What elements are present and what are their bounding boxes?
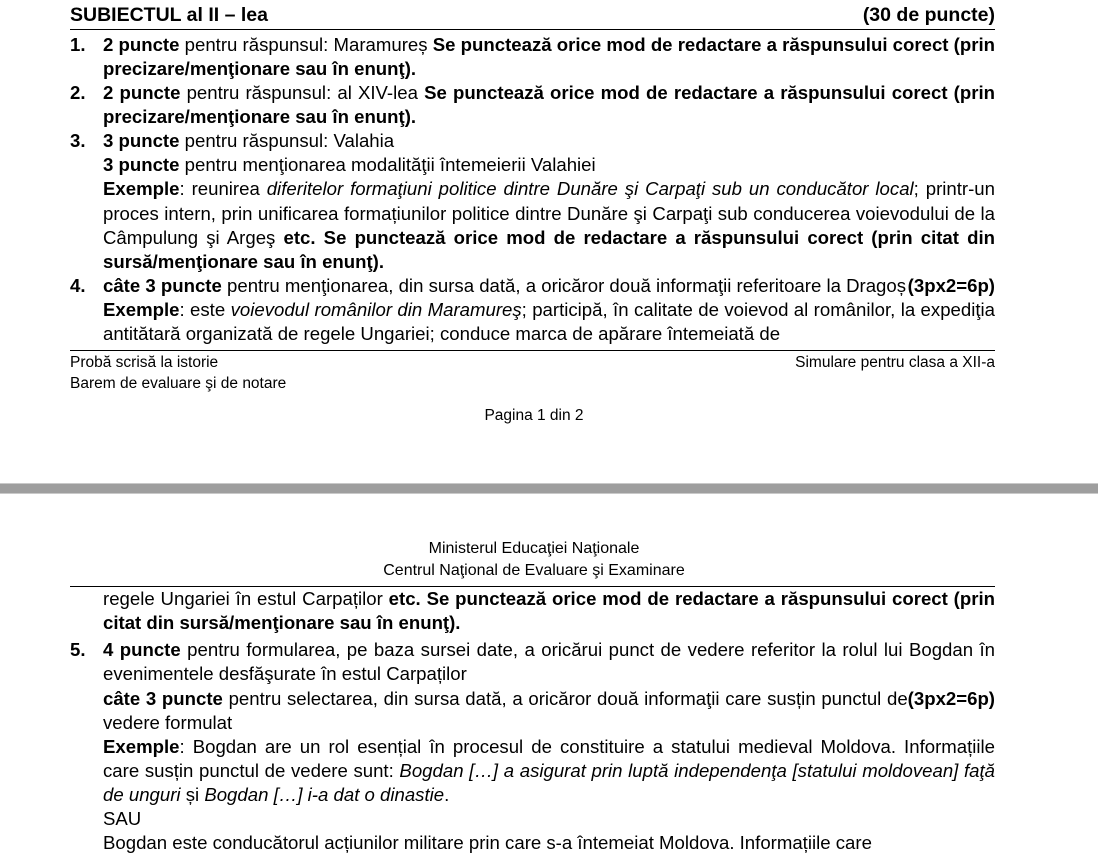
paragraph bbox=[103, 298, 995, 346]
text-run: ; printr-un proces intern, prin unificarea formațiunilor politice dintre Dunăre şi Carpaţi sub conducerea voievodului de la Câmpulung şi Argeş bbox=[103, 178, 995, 248]
paragraph bbox=[103, 129, 995, 153]
page-2 bbox=[0, 494, 1098, 855]
footer-doc-type: Barem de evaluare şi de notare bbox=[70, 374, 287, 392]
item-number: 4. bbox=[70, 274, 86, 296]
paragraph bbox=[103, 638, 995, 686]
text-run: ; participă, în calitate de voievod al românilor, la expediţia antitătară organizată de regele Ungariei; conduce marca de apărare întemeiată de bbox=[103, 298, 995, 344]
text-run: : Bogdan are un rol esențial în procesul de constituire a statului medieval Moldova. Informațiile care susțin punctul de vedere sunt: bbox=[103, 735, 995, 781]
text-run: regele Ungariei în estul Carpaților bbox=[103, 588, 389, 610]
bold-run: câte 3 puncte bbox=[103, 687, 223, 709]
paragraph bbox=[103, 807, 995, 831]
item-number: 3. bbox=[70, 130, 86, 152]
points-total: (30 de puncte) bbox=[862, 4, 995, 26]
italic-run: voievodul românilor din Maramureş bbox=[230, 298, 522, 320]
paragraph bbox=[103, 153, 995, 177]
ministry-header bbox=[0, 494, 1098, 586]
bold-run: etc. Se punctează orice mod de redactare a răspunsului corect (prin citat din sursă/menţionare sau în enunţ). bbox=[103, 588, 995, 634]
answer-key-list-page-2 bbox=[0, 635, 1098, 855]
bold-run: 2 puncte bbox=[103, 82, 181, 104]
paragraph bbox=[103, 831, 995, 855]
page-1-footer bbox=[0, 350, 1098, 425]
bold-run: Se punctează orice mod de redactare a răspunsului corect (prin precizare/menţionare sau în enunţ). bbox=[103, 82, 995, 128]
points-tagline: (3px2=6p) bbox=[907, 687, 995, 709]
text-run: pentru menţionarea, din sursa dată, a oricăror două informaţii referitoare la Dragoș bbox=[221, 274, 907, 296]
text-run: pentru formularea, pe baza sursei date, a oricărui punct de vedere referitor la rolul lui Bogdan în evenimentele desfăşurate în estul Carpaților bbox=[103, 639, 995, 685]
bold-run: 3 puncte bbox=[103, 130, 180, 152]
bold-run: etc. Se punctează orice mod de redactare a răspunsului corect (prin citat din sursă/menţionare sau în enunţ). bbox=[103, 226, 995, 272]
bold-run: Exemple bbox=[103, 735, 180, 757]
text-run: Bogdan este conducătorul acțiunilor militare prin care s-a întemeiat Moldova. Informațiile care bbox=[103, 831, 872, 853]
page-separator bbox=[0, 483, 1098, 494]
center-name: Centrul Naţional de Evaluare şi Examinare bbox=[383, 561, 685, 579]
item-number: 1. bbox=[70, 34, 86, 55]
answer-item bbox=[0, 274, 1098, 346]
italic-run: Bogdan […] a asigurat prin luptă independenţa [statului moldovean] faţă de unguri bbox=[103, 759, 995, 805]
answer-key-list-page-1 bbox=[0, 30, 1098, 346]
item-number: 2. bbox=[70, 82, 86, 104]
text-run: și bbox=[180, 783, 205, 805]
paragraph bbox=[103, 274, 995, 298]
paragraph bbox=[103, 735, 995, 807]
bold-run: Se punctează orice mod de redactare a răspunsului corect (prin precizare/menţionare sau în enunţ). bbox=[103, 34, 995, 80]
answer-item bbox=[0, 33, 1098, 81]
bold-run: Exemple bbox=[103, 178, 180, 200]
text-run: pentru răspunsul: Maramureș bbox=[179, 34, 433, 55]
bold-run: Exemple bbox=[103, 298, 180, 320]
answer-item bbox=[0, 638, 1098, 855]
paragraph bbox=[103, 177, 995, 273]
bold-run: 2 puncte bbox=[103, 34, 180, 55]
text-run: pentru răspunsul: al XIV-lea bbox=[180, 82, 425, 104]
text-run: SAU bbox=[103, 807, 142, 829]
paragraph bbox=[103, 33, 995, 81]
answer-item bbox=[0, 81, 1098, 129]
page-title: SUBIECTUL al II – lea bbox=[70, 4, 268, 26]
paragraph bbox=[103, 687, 995, 735]
footer-page-number: Pagina 1 din 2 bbox=[484, 406, 584, 424]
bold-run: câte 3 puncte bbox=[103, 274, 222, 296]
text-run: : este bbox=[179, 298, 231, 320]
answer-item bbox=[0, 129, 1098, 273]
italic-run: Bogdan […] i-a dat o dinastie bbox=[204, 783, 445, 805]
text-run: pentru răspunsul: Valahia bbox=[179, 130, 395, 152]
item-number: 5. bbox=[70, 639, 86, 661]
text-run: pentru selectarea, din sursa dată, a oricăror două informaţii care susțin punctul de vedere formulat bbox=[103, 687, 908, 733]
paragraph bbox=[103, 81, 995, 129]
italic-run: diferitelor formaţiuni politice dintre Dunăre şi Carpaţi sub un conducător local bbox=[266, 178, 914, 200]
subject-header bbox=[0, 0, 1098, 29]
ministry-name: Ministerul Educaţiei Naţionale bbox=[428, 540, 640, 557]
bold-run: 4 puncte bbox=[103, 639, 181, 661]
points-tagline: (3px2=6p) bbox=[907, 274, 995, 296]
text-run: pentru menţionarea modalităţii întemeierii Valahiei bbox=[179, 154, 596, 176]
continuation-paragraph bbox=[0, 587, 1098, 635]
footer-exam-session: Simulare pentru clasa a XII-a bbox=[795, 354, 995, 372]
footer-exam-name: Probă scrisă la istorie bbox=[70, 354, 219, 372]
text-run: . bbox=[444, 783, 450, 805]
bold-run: 3 puncte bbox=[103, 154, 180, 176]
text-run: : reunirea bbox=[179, 178, 267, 200]
